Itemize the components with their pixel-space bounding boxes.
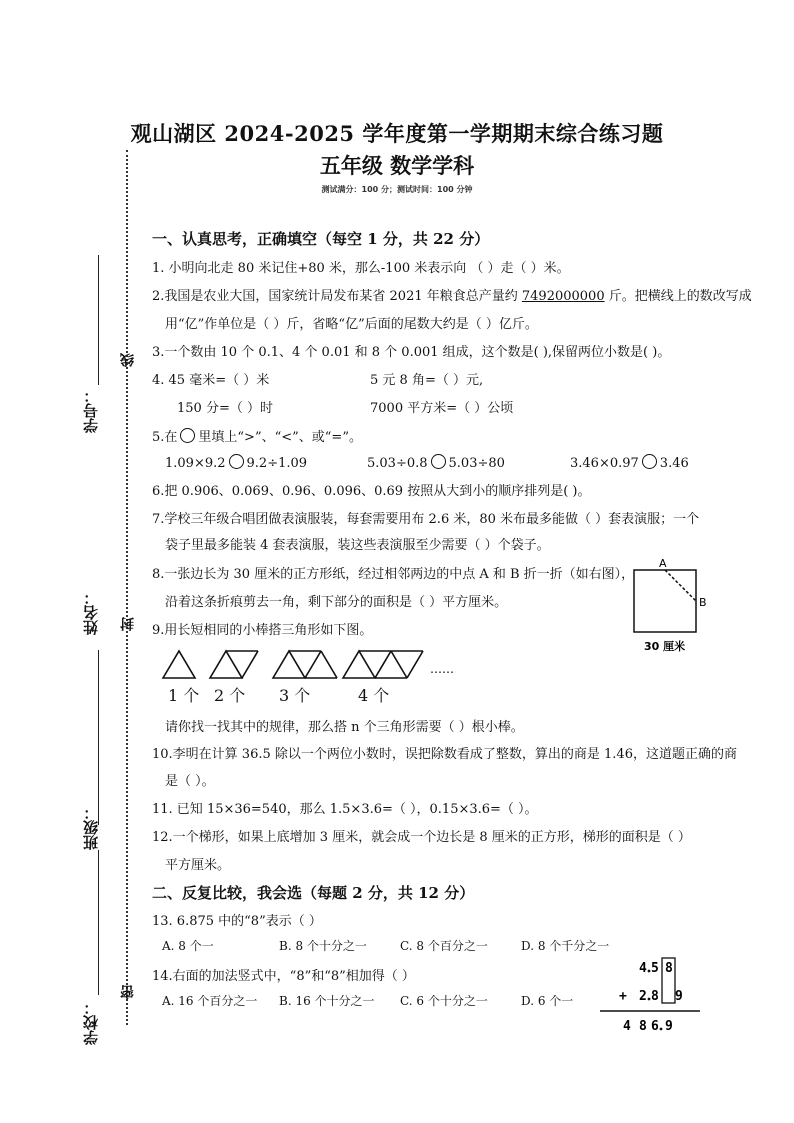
point-b-label: B: [699, 596, 707, 609]
question-9-line2: 请你找一找其中的规律，那么搭 n 个三角形需要（ ）根小棒。: [165, 720, 524, 735]
exam-subtitle: 五年级 数学学科: [319, 153, 475, 178]
answer-circle-icon[interactable]: [642, 454, 657, 469]
result-digit-2: 8: [639, 1019, 647, 1034]
q5b-right: 5.03÷80: [448, 456, 505, 471]
seal-mark-line: 线: [120, 353, 136, 367]
question-14: 14.右面的加法竖式中，“8”和“8”相加得（ ）: [152, 969, 415, 984]
question-4-line2b: 7000 平方米=（ ）公顷: [370, 401, 514, 416]
q2-suffix: 斤。把横线上的数改写成: [604, 289, 752, 304]
exam-meta: 测试满分：100 分；测试时间：100 分钟: [321, 185, 473, 194]
question-6: 6.把 0.906、0.069、0.96、0.096、0.69 按照从大到小的顺序排列是( )。: [152, 484, 591, 499]
class-label: 班级：: [82, 805, 100, 850]
q14-option-b[interactable]: B. 16 个十分之一: [279, 994, 375, 1008]
row2-digit-1: 2: [639, 989, 647, 1004]
row2-digit-3: 9: [675, 989, 683, 1004]
student-number-line: [98, 255, 99, 385]
vertical-addition-figure: [595, 955, 705, 1035]
question-4-line1b: 5 元 8 角=（ ）元,: [370, 373, 484, 388]
fold-line: [665, 570, 696, 601]
name-line: [98, 650, 99, 825]
name-label: 姓名：: [82, 590, 100, 635]
q5-prefix: 5.在: [152, 430, 178, 445]
q14-option-c[interactable]: C. 6 个十分之一: [400, 994, 488, 1008]
q5-item-a: [165, 454, 307, 471]
pattern-label-2: 2 个: [214, 686, 246, 705]
seal-mark-secret: 密: [120, 985, 136, 999]
question-10-line2: 是（ ）。: [165, 774, 215, 789]
question-3: 3.一个数由 10 个 0.1、4 个 0.01 和 8 个 0.001 组成，这个数是( ),保留两位小数是( )。: [152, 345, 671, 360]
q5c-left: 3.46×0.97: [570, 456, 639, 471]
row2-digit-2: 8: [651, 989, 659, 1004]
row1-digit-2: 5: [651, 961, 659, 976]
pattern-2-triangles: [210, 651, 258, 678]
result-decimal-point: [660, 1028, 663, 1031]
q14-option-a[interactable]: A. 16 个百分之一: [162, 994, 258, 1008]
result-digit-3: 6: [651, 1019, 659, 1034]
pattern-label-4: 4 个: [358, 686, 390, 705]
q5a-right: 9.2÷1.09: [246, 456, 308, 471]
plus-sign: +: [619, 989, 627, 1004]
question-7-line1: 7.学校三年级合唱团做表演服装，每套需要用布 2.6 米，80 米布最多能做（ ）套表演服；一个: [152, 512, 700, 527]
question-11: 11. 已知 15×36=540，那么 1.5×3.6=（ ），0.15×3.6=（ ）。: [152, 802, 538, 817]
q13-option-b[interactable]: B. 8 个十分之一: [279, 939, 367, 953]
triangle-pattern-figure: [158, 645, 478, 705]
question-9: 9.用长短相同的小棒搭三角形如下图。: [152, 623, 373, 638]
question-10-line1: 10.李明在计算 36.5 除以一个两位小数时，误把除数看成了整数，算出的商是 1.46，这道题正确的商: [152, 747, 737, 762]
question-5: [152, 426, 362, 445]
question-7-line2: 袋子里最多能装 4 套表演服，装这些表演服至少需要（ ）个袋子。: [165, 538, 550, 553]
q2-prefix: 2.我国是农业大国，国家统计局发布某省 2021 年粮食总产量约: [152, 289, 522, 304]
square-fold-figure: [628, 558, 723, 658]
question-12-line1: 12.一个梯形，如果上底增加 3 厘米，就会成一个边长是 8 厘米的正方形，梯形的面积是（ ）: [152, 830, 691, 845]
pattern-4-triangles: [343, 651, 423, 678]
row1-digit-3: 8: [665, 961, 673, 976]
question-2-line1: [152, 285, 752, 304]
question-4-line2a: 150 分=（ ）时: [177, 401, 273, 416]
q13-option-a[interactable]: A. 8 个一: [162, 939, 214, 953]
result-digit-4: 9: [665, 1019, 673, 1034]
question-2-line2: 用“亿”作单位是（ ）斤，省略“亿”后面的尾数大约是（ ）亿斤。: [165, 317, 538, 332]
pattern-3-triangles: [273, 651, 337, 678]
q5b-left: 5.03÷0.8: [367, 456, 428, 471]
answer-circle-icon[interactable]: [229, 454, 244, 469]
row2-decimal-point: [648, 998, 651, 1001]
q5a-left: 1.09×9.2: [165, 456, 226, 471]
row1-decimal-point: [648, 970, 651, 973]
q5-item-b: [367, 454, 505, 471]
answer-circle-icon[interactable]: [431, 454, 446, 469]
seal-mark-seal: 封: [120, 617, 136, 631]
school-label: 学校：: [82, 1000, 100, 1045]
square-side-caption: 30 厘米: [644, 640, 686, 653]
question-8-line1: 8.一张边长为 30 厘米的正方形纸，经过相邻两边的中点 A 和 B 折一折（如右图），: [152, 567, 635, 582]
q5-item-c: [570, 454, 689, 471]
square-shape: [634, 570, 696, 632]
q5-suffix: 里填上“>”、“<”、或“=”。: [198, 430, 362, 445]
result-digit-1: 4: [623, 1019, 631, 1034]
q14-option-d[interactable]: D. 6 个一: [521, 994, 574, 1008]
question-8-line2: 沿着这条折痕剪去一角，剩下部分的面积是（ ）平方厘米。: [165, 595, 508, 610]
section1-heading: 一、认真思考，正确填空（每空 1 分，共 22 分）: [152, 230, 490, 248]
section2-heading: 二、反复比较，我会选（每题 2 分，共 12 分）: [152, 884, 475, 902]
q13-option-c[interactable]: C. 8 个百分之一: [400, 939, 488, 953]
point-a-label: A: [659, 558, 667, 570]
question-12-line2: 平方厘米。: [165, 858, 231, 873]
exam-title: 观山湖区 2024-2025 学年度第一学期期末综合练习题: [130, 121, 664, 146]
compare-circle-icon: [180, 428, 195, 443]
pattern-label-3: 3 个: [279, 686, 311, 705]
class-line: [98, 850, 99, 995]
pattern-label-1: 1 个: [168, 686, 200, 705]
question-4-line1a: 4. 45 毫米=（ ）米: [152, 373, 270, 388]
pattern-ellipsis: ……: [430, 662, 454, 676]
question-13: 13. 6.875 中的“8”表示（ ）: [152, 914, 322, 929]
pattern-1-triangles: [163, 651, 195, 678]
question-1: 1. 小明向北走 80 米记住+80 米，那么-100 米表示向 （ ）走（ ）米。: [152, 261, 570, 276]
student-number-label: 学号：: [82, 388, 100, 433]
q5c-right: 3.46: [659, 456, 689, 471]
q2-underlined-number: 7492000000: [521, 289, 605, 304]
q13-option-d[interactable]: D. 8 个千分之一: [521, 939, 610, 953]
row1-digit-1: 4: [639, 961, 647, 976]
seal-dotted-line: [126, 150, 128, 1025]
